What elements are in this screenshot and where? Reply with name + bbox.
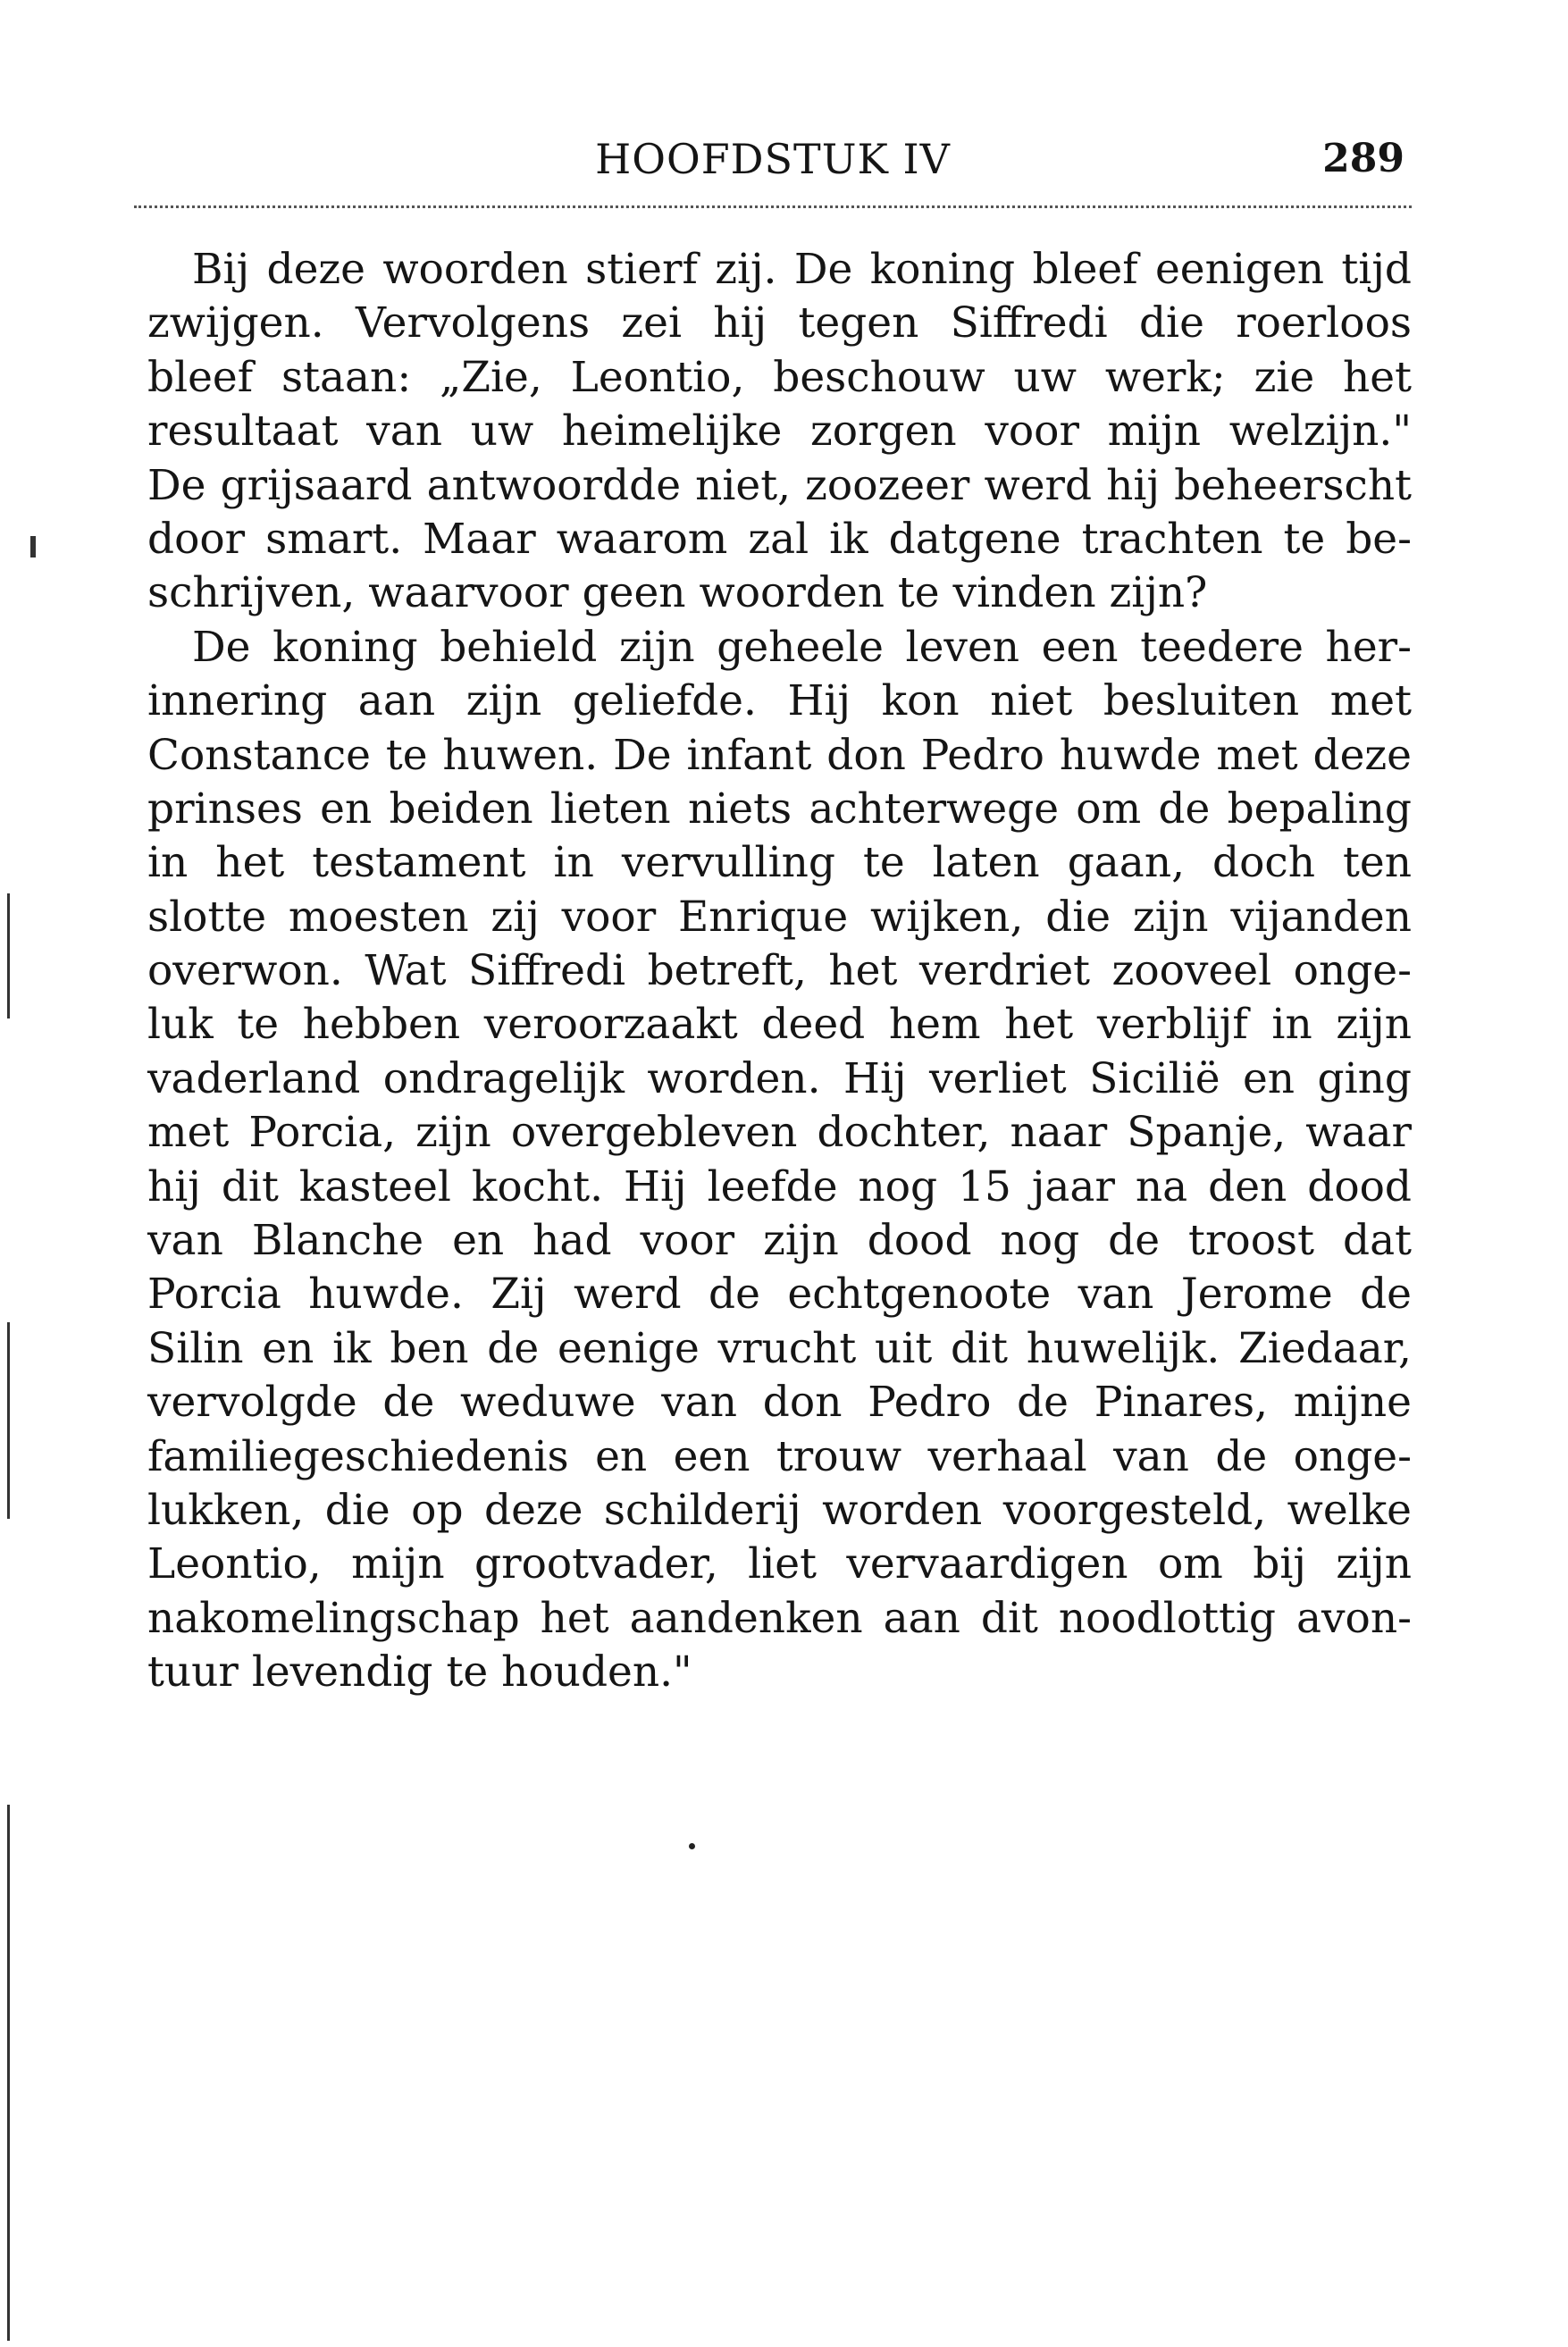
- page-number: 289: [1322, 136, 1404, 181]
- scan-margin-mark: [7, 893, 10, 1018]
- text-line: in het testament in vervulling te laten gaan, doch ten: [147, 838, 1412, 888]
- header-dotted-rule: [134, 205, 1412, 208]
- text-line: van Blanche en had voor zijn dood nog de troost dat: [147, 1216, 1412, 1266]
- text-line: prinses en beiden lieten niets achterwege om de bepaling: [147, 784, 1412, 834]
- text-line: overwon. Wat Siffredi betreft, het verdriet zooveel onge-: [147, 946, 1412, 996]
- text-line: De koning behield zijn geheele leven een teedere her-: [192, 622, 1412, 672]
- scan-margin-mark: [30, 536, 36, 557]
- text-line: innering aan zijn geliefde. Hij kon niet besluiten met: [147, 676, 1412, 726]
- text-line: luk te hebben veroorzaakt deed hem het verblijf in zijn: [147, 1000, 1412, 1050]
- text-line: lukken, die op deze schilderij worden voorgesteld, welke: [147, 1485, 1412, 1535]
- text-line: hij dit kasteel kocht. Hij leefde nog 15 jaar na den dood: [147, 1161, 1412, 1211]
- text-line: vervolgde de weduwe van don Pedro de Pinares, mijne: [147, 1378, 1412, 1428]
- text-line: schrijven, waarvoor geen woorden te vinden zijn?: [147, 568, 1208, 618]
- scan-margin-mark: [7, 1805, 10, 2341]
- text-line: zwijgen. Vervolgens zei hij tegen Siffredi die roerloos: [147, 298, 1412, 348]
- running-head: [134, 132, 1412, 186]
- text-line: tuur levendig te houden.": [147, 1647, 692, 1697]
- text-line: bleef staan: „Zie, Leontio, beschouw uw werk; zie het: [147, 352, 1412, 402]
- text-line: familiegeschiedenis en een trouw verhaal van de onge-: [147, 1431, 1412, 1481]
- scan-margin-mark: [7, 1322, 10, 1519]
- text-line: Leontio, mijn grootvader, liet vervaardigen om bij zijn: [147, 1539, 1412, 1589]
- text-line: Porcia huwde. Zij werd de echtgenoote van Jerome de: [147, 1270, 1412, 1320]
- text-line: slotte moesten zij voor Enrique wijken, die zijn vijanden: [147, 892, 1412, 942]
- text-line: nakomelingschap het aandenken aan dit noodlottig avon-: [147, 1593, 1412, 1643]
- text-line: Silin en ik ben de eenige vrucht uit dit huwelijk. Ziedaar,: [147, 1323, 1412, 1373]
- text-line: door smart. Maar waarom zal ik datgene trachten te be-: [147, 514, 1412, 564]
- body-text: [147, 243, 1412, 1700]
- chapter-title: HOOFDSTUK IV: [595, 135, 951, 183]
- text-line: resultaat van uw heimelijke zorgen voor mijn welzijn.": [147, 407, 1412, 457]
- text-line: Constance te huwen. De infant don Pedro huwde met deze: [147, 730, 1412, 780]
- text-line: De grijsaard antwoordde niet, zoozeer werd hij beheerscht: [147, 460, 1412, 510]
- end-ornament-dot: [689, 1843, 695, 1849]
- text-line: vaderland ondragelijk worden. Hij verliet Sicilië en ging: [147, 1053, 1412, 1103]
- text-line: met Porcia, zijn overgebleven dochter, naar Spanje, waar: [147, 1108, 1412, 1158]
- text-line: Bij deze woorden stierf zij. De koning bleef eenigen tijd: [192, 245, 1412, 294]
